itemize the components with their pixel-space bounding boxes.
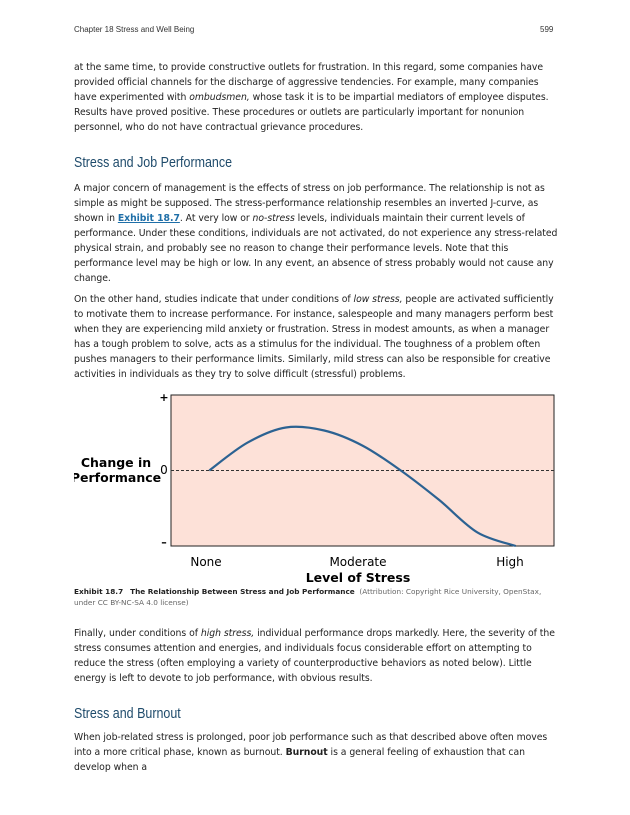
x-tick-moderate: Moderate: [329, 555, 387, 569]
x-tick-high: High: [496, 555, 524, 569]
y-tick-plus: +: [159, 391, 169, 404]
y-tick-zero: 0: [160, 463, 168, 477]
stress-performance-chart: [74, 388, 558, 586]
section-heading-stress-job-performance: Stress and Job Performance: [74, 155, 233, 171]
text-span: is a general feeling of exhaustion that can develop when a: [74, 747, 525, 773]
text-span: A major concern of management is the effects of stress on job performance. The relationship is not as simple as might be supposed. The stress-performance relationship resembles an inverted J-curve, as shown in: [74, 183, 545, 224]
text-span: at the same time, to provide constructive outlets for frustration. In this regard, some companies have provided official channels for the discharge of aggressive tendencies. For example, many companies have experimented with: [74, 62, 544, 103]
text-span: Finally, under conditions of: [74, 628, 201, 639]
caption-attribution: (Attribution: Copyright Rice University, OpenStax, under CC BY-NC-SA 4.0 license): [74, 587, 542, 607]
x-axis-label: Level of Stress: [305, 570, 411, 585]
text-span: On the other hand, studies indicate that under conditions of: [74, 294, 354, 305]
text-span: levels, individuals maintain their current levels of performance. Under these conditions, individuals are not activated, do not experience any stress-related physical strain, and probably see no reason to change their performance levels. Note that this performance level may be high or low. In any event, an absence of stress probably would not cause any change.: [74, 213, 558, 284]
running-header-chapter: Chapter 18 Stress and Well Being: [74, 25, 195, 34]
emphasis-high-stress: high stress,: [200, 628, 255, 639]
section-heading-stress-burnout: Stress and Burnout: [74, 706, 181, 722]
paragraph-1: [74, 60, 558, 135]
figure-caption: [74, 586, 558, 608]
y-tick-minus: –: [161, 536, 167, 549]
text-span: . At very low or: [179, 213, 253, 224]
caption-label: Exhibit 18.7: [74, 587, 124, 596]
text-span: people are activated sufficiently to motivate them to increase performance. For instance, salespeople and many managers perform best when they are experiencing mild anxiety or frustration. Stress in modest amounts, as when a manager has a tough problem to solve, acts as a stimulus for the individual. The toughness of a problem often pushes managers to their performance limits. Similarly, mild stress can also be responsible for creative activities in individuals as they try to solve difficult (stressful) problems.: [74, 294, 554, 380]
term-burnout: Burnout: [285, 747, 328, 758]
emphasis-no-stress: no-stress: [252, 213, 295, 224]
page-number: 599: [540, 25, 554, 34]
paragraph-5: [74, 730, 558, 775]
text-span: whose task it is to be impartial mediators of employee disputes. Results have proved positive. These procedures or outlets are particularly important for nonunion personnel, who do not have contractual grievance procedures.: [74, 92, 549, 133]
y-axis-label-line-2: Performance: [74, 470, 162, 485]
caption-title: The Relationship Between Stress and Job Performance: [130, 587, 355, 596]
text-span: individual performance drops markedly. Here, the severity of the stress consumes attention and energies, and individuals focus considerable effort on attempting to reduce the stress (often employing a variety of counterproductive behaviors as noted below). Little energy is left to devote to job performance, with obvious results.: [74, 628, 555, 684]
page-content: [74, 60, 558, 781]
emphasis-low-stress: low stress,: [353, 294, 403, 305]
x-tick-none: None: [190, 555, 222, 569]
text-span: When job-related stress is prolonged, poor job performance such as that described above often moves into a more critical phase, known as burnout.: [74, 732, 548, 758]
paragraph-2: [74, 181, 558, 286]
y-axis-label-line-1: Change in: [80, 455, 152, 470]
emphasis-ombudsmen: ombudsmen,: [189, 92, 250, 103]
exhibit-link[interactable]: Exhibit 18.7: [117, 213, 180, 224]
paragraph-3: [74, 292, 558, 382]
paragraph-4: [74, 626, 558, 686]
stress-performance-figure: [74, 388, 558, 586]
